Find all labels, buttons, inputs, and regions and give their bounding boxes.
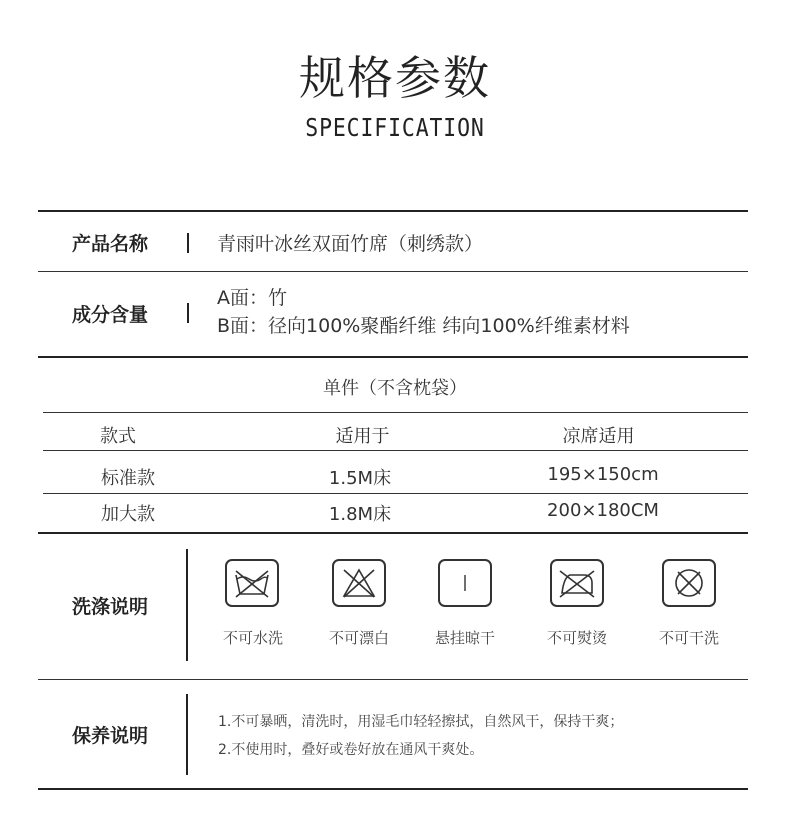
table-header-style: 款式 xyxy=(100,426,136,447)
care-label: 保养说明 xyxy=(72,725,149,747)
divider xyxy=(38,679,748,680)
no-iron-icon xyxy=(550,559,604,607)
care-line-1: 1.不可暴晒，清洗时，用湿毛巾轻轻擦拭，自然风干，保持干爽； xyxy=(218,714,624,730)
divider xyxy=(38,271,748,272)
divider xyxy=(38,788,748,790)
divider xyxy=(38,356,748,358)
table-cell: 1.8M床 xyxy=(328,504,392,525)
no-dry-clean-label: 不可干洗 xyxy=(658,629,719,647)
table-header-bed: 适用于 xyxy=(335,426,390,447)
product-name-label: 产品名称 xyxy=(72,233,149,255)
table-cell: 标准款 xyxy=(101,468,155,489)
separator-bar xyxy=(187,303,189,323)
page-subtitle: SPECIFICATION xyxy=(305,113,485,142)
composition-line-b: B面：径向100%聚酯纤维 纬向100%纤维素材料 xyxy=(217,315,630,337)
composition-line-a: A面：竹 xyxy=(217,287,287,309)
table-cell: 200×180CM xyxy=(547,500,659,521)
divider xyxy=(38,210,748,212)
separator-bar xyxy=(187,233,189,253)
table-cell: 195×150cm xyxy=(547,464,659,485)
table-divider xyxy=(43,450,748,451)
no-water-wash-label: 不可水洗 xyxy=(222,629,283,647)
hang-dry-icon xyxy=(438,559,492,607)
product-name-value: 青雨叶冰丝双面竹席（刺绣款） xyxy=(217,233,484,255)
hang-dry-label: 悬挂晾干 xyxy=(434,629,495,647)
divider xyxy=(38,532,748,534)
page-title: 规格参数 xyxy=(299,51,491,105)
no-iron-label: 不可熨烫 xyxy=(546,629,607,647)
size-table-caption: 单件（不含枕袋） xyxy=(323,378,467,399)
table-divider xyxy=(43,412,748,413)
washing-label: 洗涤说明 xyxy=(72,596,149,618)
no-bleach-icon xyxy=(332,559,386,607)
no-bleach-label: 不可漂白 xyxy=(328,629,389,647)
no-dry-clean-icon xyxy=(662,559,716,607)
composition-label: 成分含量 xyxy=(72,304,149,326)
table-cell: 1.5M床 xyxy=(328,468,392,489)
no-water-wash-icon xyxy=(225,559,279,607)
care-line-2: 2.不使用时，叠好或卷好放在通风干爽处。 xyxy=(218,742,484,758)
table-divider xyxy=(43,493,748,494)
separator-bar xyxy=(186,549,188,661)
separator-bar xyxy=(186,694,188,775)
table-header-mat: 凉席适用 xyxy=(562,426,635,447)
table-cell: 加大款 xyxy=(101,504,155,525)
